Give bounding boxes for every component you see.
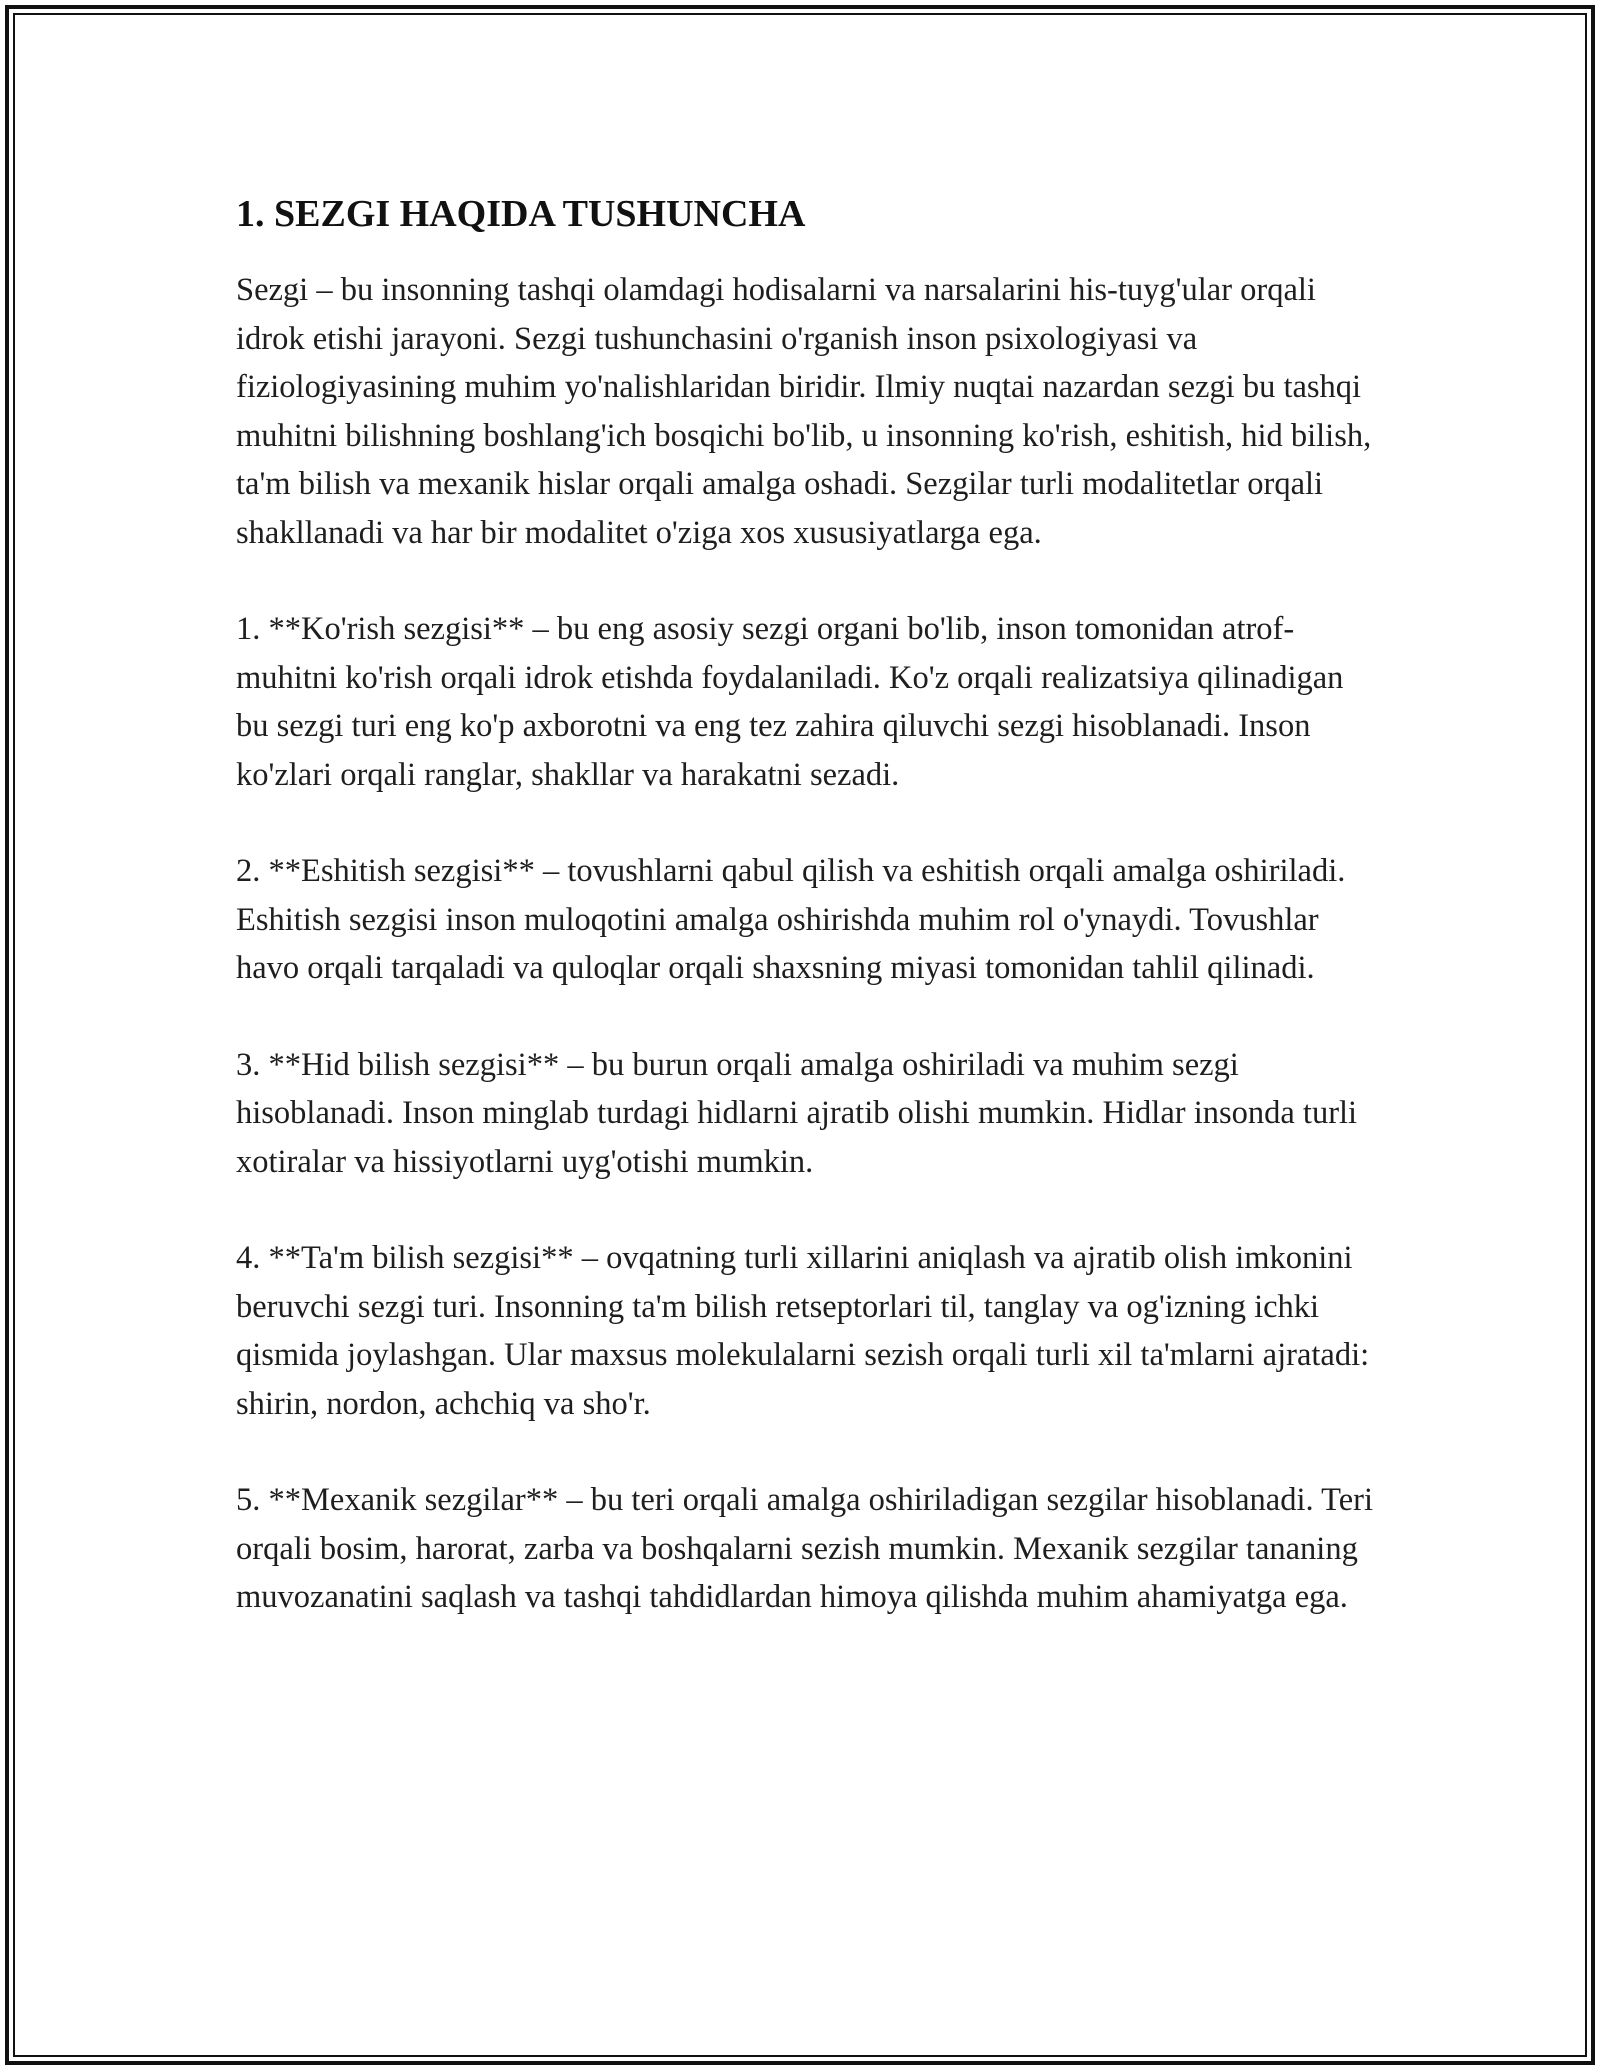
intro-paragraph: Sezgi – bu insonning tashqi olamdagi hodisalarni va narsalarini his-tuyg'ular orqali idrok etishi jarayoni. Sezgi tushunchasini o'rganish inson psixologiyasi va fiziologiyasining muhim yo'nalishlaridan biridir. Ilmiy nuqtai nazardan sezgi bu tashqi muhitni bilishning boshlang'ich bosqichi bo'lib, u insonning ko'rish, eshitish, hid bilish, ta'm bilish va mexanik hislar orqali amalga oshadi. Sezgilar turli modalitetlar orqali shakllanadi va har bir modalitet o'ziga xos xususiyatlarga ega. <box>236 272 1372 551</box>
document-body <box>236 188 1376 1622</box>
document-title: 1. SEZGI HAQIDA TUSHUNCHA <box>236 193 806 235</box>
list-item-taste-sense: 4. **Ta'm bilish sezgisi** – ovqatning turli xillarini aniqlash va ajratib olish imkonini beruvchi sezgi turi. Insonning ta'm bilish retseptorlari til, tanglay va og'izning ichki qismida joylashgan. Ular maxsus molekulalarni sezish orqali turli xil ta'mlarni ajratadi: shirin, nordon, achchiq va sho'r. <box>236 1240 1370 1422</box>
list-item-smell-sense: 3. **Hid bilish sezgisi** – bu burun orqali amalga oshiriladi va muhim sezgi hisoblanadi. Inson minglab turdagi hidlarni ajratib olishi mumkin. Hidlar insonda turli xotiralar va hissiyotlarni uyg'otishi mumkin. <box>236 1046 1358 1180</box>
list-item-visual-sense: 1. **Ko'rish sezgisi** – bu eng asosiy sezgi organi bo'lib, inson tomonidan atrof-muhitni ko'rish orqali idrok etishda foydalaniladi. Ko'z orqali realizatsiya qilinadigan bu sezgi turi eng ko'p axborotni va eng tez zahira qiluvchi sezgi hisoblanadi. Inson ko'zlari orqali ranglar, shakllar va harakatni sezadi. <box>236 611 1344 793</box>
list-item-mechanical-sense: 5. **Mexanik sezgilar** – bu teri orqali amalga oshiriladigan sezgilar hisoblanadi. Teri orqali bosim, harorat, zarba va boshqalarni sezish mumkin. Mexanik sezgilar tananing muvozanatini saqlash va tashqi tahdidlardan himoya qilishda muhim ahamiyatga ega. <box>236 1482 1374 1615</box>
list-item-hearing-sense: 2. **Eshitish sezgisi** – tovushlarni qabul qilish va eshitish orqali amalga oshiriladi. Eshitish sezgisi inson muloqotini amalga oshirishda muhim rol o'ynaydi. Tovushlar havo orqali tarqaladi va quloqlar orqali shaxsning miyasi tomonidan tahlil qilinadi. <box>236 853 1346 986</box>
